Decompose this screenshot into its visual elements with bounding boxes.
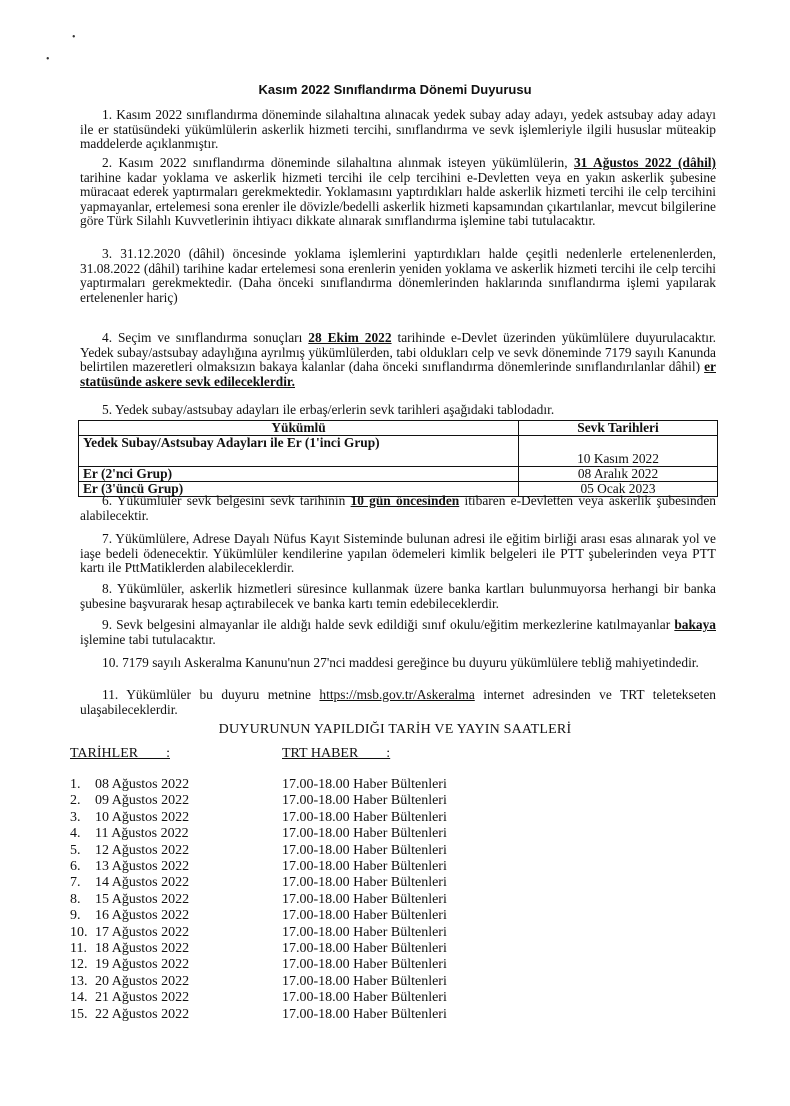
broadcast-date-row (70, 974, 189, 990)
broadcast-date: 14 Ağustos 2022 (95, 875, 190, 890)
row-number: 9. (70, 908, 81, 923)
paragraph-10: 10. 7179 sayılı Askeralma Kanunu'nun 27'nci maddesi gereğince bu duyuru yükümlülere tebliğ mahiyetindedir. (102, 655, 699, 670)
askeralma-link[interactable]: https://msb.gov.tr/Askeralma (319, 687, 475, 702)
broadcast-slot: 17.00-18.00 Haber Bültenleri (282, 908, 447, 923)
results-date: 28 Ekim 2022 (308, 330, 392, 345)
table-cell-date: 05 Ocak 2023 (519, 482, 718, 497)
broadcast-date-row (70, 1007, 189, 1023)
row-number: 14. (70, 990, 88, 1005)
broadcast-date-row (70, 990, 189, 1006)
broadcast-date: 08 Ağustos 2022 (95, 777, 190, 792)
broadcast-date-row (70, 810, 189, 826)
table-cell-group: Er (2'nci Grup) (79, 467, 519, 482)
table-header-row (79, 421, 718, 436)
broadcast-date: 11 Ağustos 2022 (95, 826, 189, 841)
row-number: 12. (70, 957, 88, 972)
broadcast-date: 12 Ağustos 2022 (95, 843, 190, 858)
row-number: 1. (70, 777, 81, 792)
table-header-sevk: Sevk Tarihleri (519, 421, 718, 436)
broadcast-slot: 17.00-18.00 Haber Bültenleri (282, 875, 447, 890)
broadcast-date-row (70, 875, 189, 891)
broadcast-date-row (70, 892, 189, 908)
row-number: 4. (70, 826, 81, 841)
paragraph-1: 1. Kasım 2022 sınıflandırma döneminde silahaltına alınacak yedek subay aday adayı, yedek astsubay aday adayı ile er statüsündeki yükümlülerin askerlik hizmeti tercihi, sınıflandırma ve sevk işlemleriyle ilgili hususlar müteakip maddelerde açıklanmıştır. (80, 107, 716, 152)
sevk-table (78, 420, 718, 497)
broadcast-heading: DUYURUNUN YAPILDIĞI TARİH VE YAYIN SAATLERİ (218, 722, 572, 737)
broadcast-date-row (70, 941, 189, 957)
paragraph-3: 3. 31.12.2020 (dâhil) öncesinde yoklama işlemlerini yaptırdıkları halde çeşitli nedenlerle ertelenenlerden, 31.08.2022 (dâhil) tarihine kadar ertelemesi sona erenlerin yeniden yoklama ve askerlik hizmeti tercihi ile celp tercihi yaptırmaları gerekmektedir. (Daha önceki sınıflandırma dönemlerinden haklarında sınıflandırma işlemi yapılarak ertelenenler hariç) (80, 246, 716, 305)
broadcast-date: 22 Ağustos 2022 (95, 1007, 190, 1022)
broadcast-date-row (70, 843, 189, 859)
paragraph-11: 11. Yükümlüler bu duyuru metnine https://msb.gov.tr/Askeralma internet adresinden ve TRT teletekseten ulaşabileceklerdir. (80, 687, 717, 717)
row-number: 8. (70, 892, 81, 907)
scan-speck: • (72, 32, 76, 43)
broadcast-slot: 17.00-18.00 Haber Bültenleri (282, 793, 447, 808)
broadcast-date-row (70, 826, 189, 842)
column-header-trt: TRT HABER : (282, 746, 391, 761)
broadcast-slot: 17.00-18.00 Haber Bültenleri (282, 925, 447, 940)
broadcast-slot: 17.00-18.00 Haber Bültenleri (282, 957, 447, 972)
table-cell-date: 08 Aralık 2022 (519, 467, 718, 482)
sevk-belge-note: 10 gün öncesinden (350, 493, 460, 508)
broadcast-date: 09 Ağustos 2022 (95, 793, 190, 808)
broadcast-slot: 17.00-18.00 Haber Bültenleri (282, 974, 447, 989)
row-number: 11. (70, 941, 87, 956)
broadcast-date-row (70, 793, 189, 809)
broadcast-date-row (70, 859, 189, 875)
broadcast-date-row (70, 925, 189, 941)
row-number: 10. (70, 925, 88, 940)
row-number: 2. (70, 793, 81, 808)
row-number: 3. (70, 810, 81, 825)
broadcast-slot: 17.00-18.00 Haber Bültenleri (282, 990, 447, 1005)
broadcast-date: 21 Ağustos 2022 (95, 990, 190, 1005)
table-cell-group: Yedek Subay/Astsubay Adayları ile Er (1'inci Grup) (79, 436, 519, 467)
broadcast-slot: 17.00-18.00 Haber Bültenleri (282, 843, 447, 858)
broadcast-date-row (70, 777, 189, 793)
broadcast-date: 13 Ağustos 2022 (95, 859, 190, 874)
row-number: 15. (70, 1007, 88, 1022)
table-row (79, 436, 718, 467)
scan-speck: • (46, 54, 50, 65)
paragraph-9: 9. Sevk belgesini almayanlar ile aldığı halde sevk edildiği sınıf okulu/eğitim merkezlerine katılmayanlar bakaya işlemine tabi tutulacaktır. (80, 617, 716, 647)
table-cell-date: 10 Kasım 2022 (519, 436, 718, 467)
deadline-date: 31 Ağustos 2022 (dâhil) (573, 155, 716, 170)
paragraph-7: 7. Yükümlülere, Adrese Dayalı Nüfus Kayıt Sisteminde bulunan adresi ile eğitim birliği arası esas alınarak yol ve iaşe bedeli ödenecektir. Yükümlüler kendilerine yapılan ödemeleri kimlik belgeleri ile PTT şubelerinden veya PTT kartı ile PttMatiklerden alabileceklerdir. (80, 531, 716, 576)
broadcast-date: 15 Ağustos 2022 (95, 892, 190, 907)
broadcast-date-row (70, 957, 189, 973)
table-cell-group: Er (3'üncü Grup) (79, 482, 519, 497)
broadcast-date: 19 Ağustos 2022 (95, 957, 190, 972)
sevk-note: er statüsünde askere sevk edileceklerdir. (80, 359, 716, 389)
broadcast-date: 16 Ağustos 2022 (95, 908, 190, 923)
broadcast-slot: 17.00-18.00 Haber Bültenleri (282, 892, 447, 907)
bakaya-term: bakaya (674, 617, 716, 632)
column-header-dates: TARİHLER : (70, 746, 170, 761)
row-number: 13. (70, 974, 88, 989)
paragraph-8: 8. Yükümlüler, askerlik hizmetleri süresince kullanmak üzere banka kartları bulunmuyorsa herhangi bir banka şubesine başvurarak hesap açtırabilecek ve banka kartı temin edebileceklerdir. (80, 581, 716, 611)
paragraph-2: 2. Kasım 2022 sınıflandırma döneminde silahaltına alınmak isteyen yükümlülerin, 31 Ağustos 2022 (dâhil) tarihine kadar yoklama ve askerlik hizmeti tercihi ile celp tercihini e-Devletten veya en yakın askerlik şubesine müracaat ederek yaptırmaları gerekmektedir. Yoklamasını yaptırdıkları halde askerlik hizmeti tercihi ile celp tercihini yapmayanlar, ertelemesi sona erenler ile dövizle/bedelli askerlik hizmeti kapsamından çıkartılanlar, mevcut bilgilerine göre Türk Silahlı Kuvvetlerinin ihtiyacı dikkate alınarak sınıflandırma işlemine tabi tutulacaktır. (80, 155, 716, 229)
row-number: 7. (70, 875, 81, 890)
broadcast-slot: 17.00-18.00 Haber Bültenleri (282, 826, 447, 841)
table-header-yukumlu: Yükümlü (79, 421, 519, 436)
paragraph-4: 4. Seçim ve sınıflandırma sonuçları 28 Ekim 2022 tarihinde e-Devlet üzerinden yükümlülere duyurulacaktır. Yedek subay/astsubay adaylığına ayrılmış yükümlülerden, tabi oldukları celp ve sevk döneminde 7179 sayılı Kanunda belirtilen mazeretleri olmaksızın bakaya kalanlar (daha önceki sınıflandırma dönemlerinde sınıflandırılanlar dâhil) er statüsünde askere sevk edileceklerdir. (80, 330, 717, 389)
broadcast-date: 18 Ağustos 2022 (95, 941, 190, 956)
broadcast-slot: 17.00-18.00 Haber Bültenleri (282, 941, 447, 956)
broadcast-date: 17 Ağustos 2022 (95, 925, 190, 940)
row-number: 6. (70, 859, 81, 874)
broadcast-slot: 17.00-18.00 Haber Bültenleri (282, 859, 447, 874)
row-number: 5. (70, 843, 81, 858)
broadcast-slot: 17.00-18.00 Haber Bültenleri (282, 777, 447, 792)
document-title: Kasım 2022 Sınıflandırma Dönemi Duyurusu (258, 82, 532, 97)
paragraph-6: 6. Yükümlüler sevk belgesini sevk tarihinin 10 gün öncesinden itibaren e-Devletten veya askerlik şubesinden alabilecektir. (80, 493, 716, 523)
broadcast-slot: 17.00-18.00 Haber Bültenleri (282, 810, 447, 825)
paragraph-5: 5. Yedek subay/astsubay adayları ile erbaş/erlerin sevk tarihleri aşağıdaki tablodadır. (102, 402, 555, 417)
broadcast-slot: 17.00-18.00 Haber Bültenleri (282, 1007, 447, 1022)
table-row (79, 467, 718, 482)
broadcast-date: 20 Ağustos 2022 (95, 974, 190, 989)
broadcast-date: 10 Ağustos 2022 (95, 810, 190, 825)
broadcast-date-row (70, 908, 189, 924)
